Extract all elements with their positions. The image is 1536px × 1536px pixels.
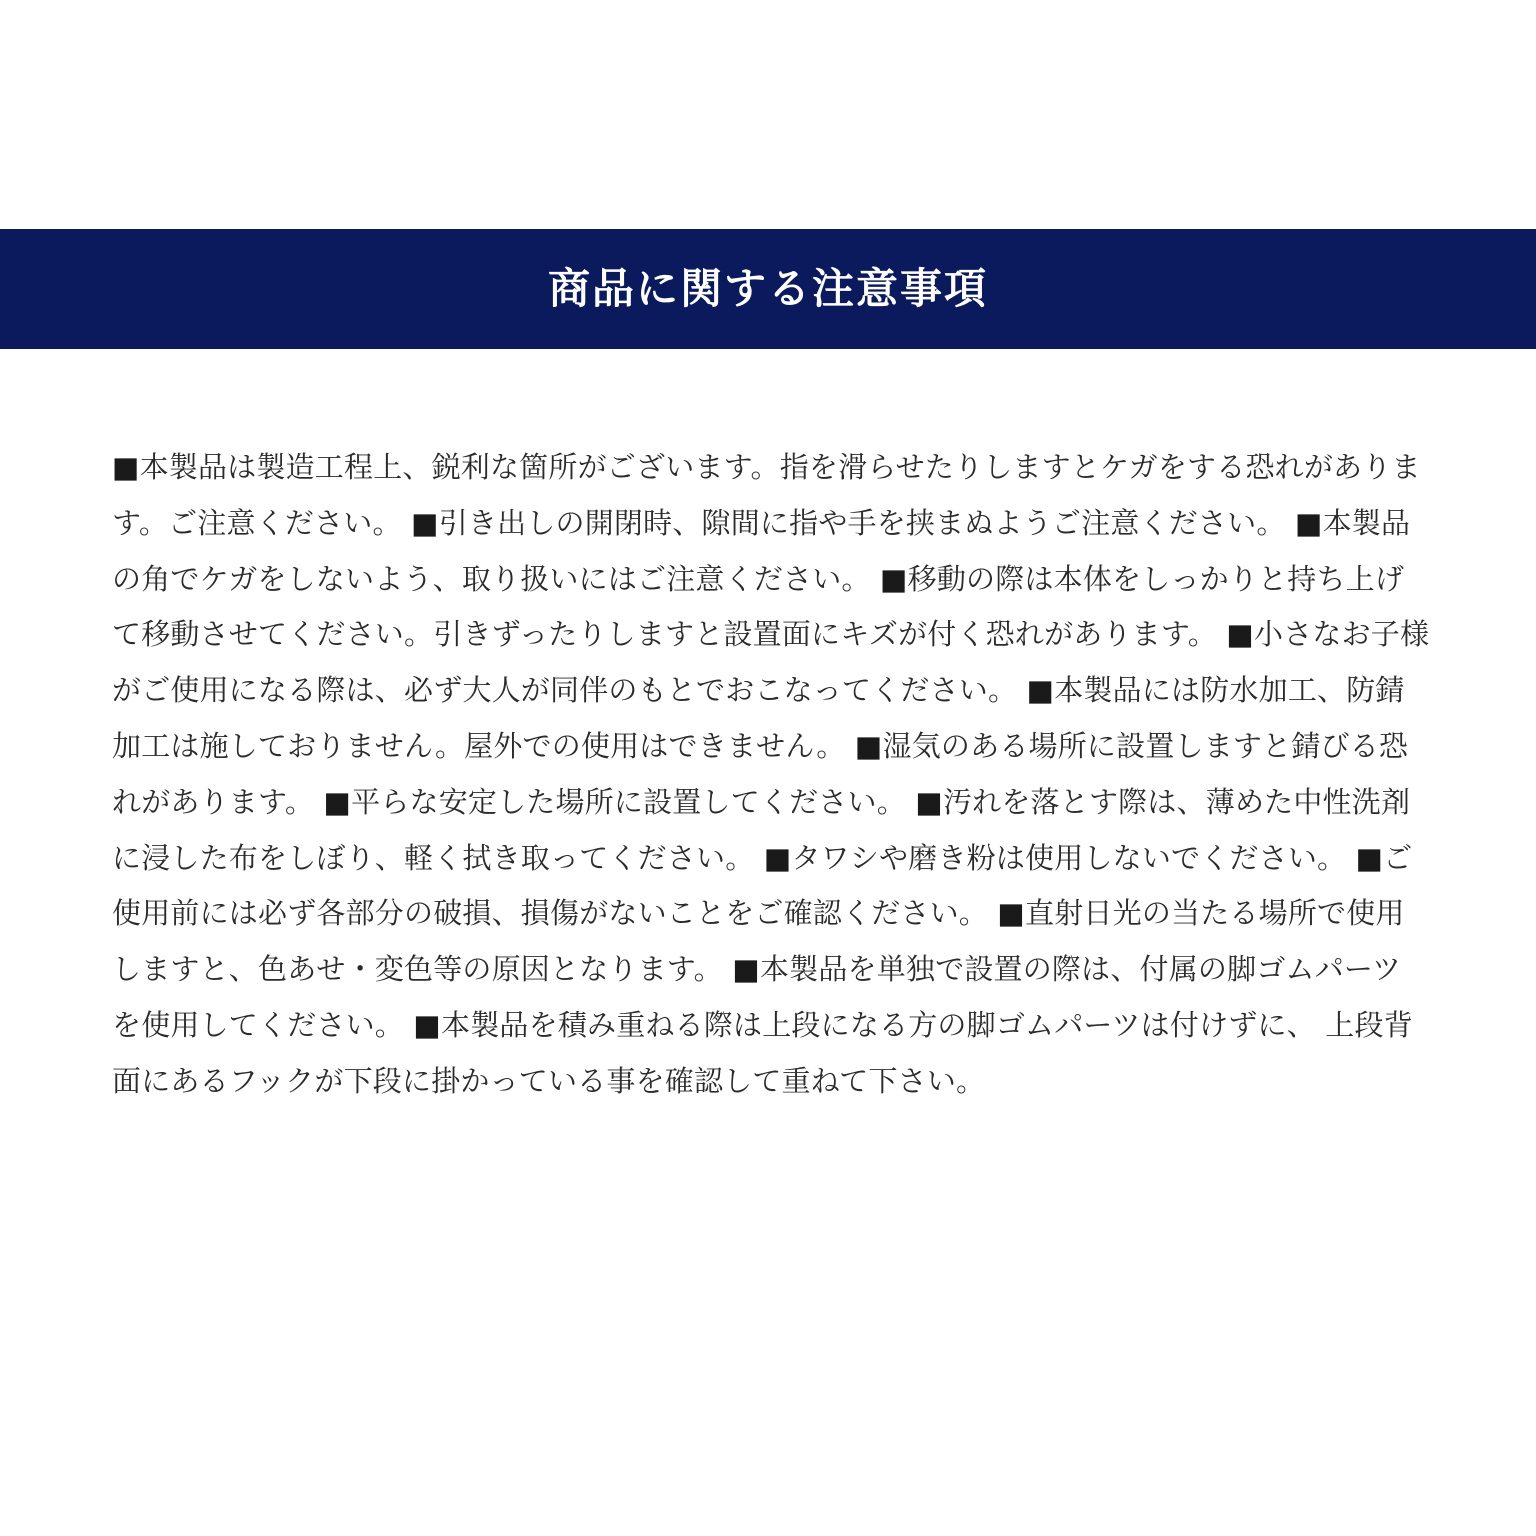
note-text: 小さなお子様がご使用になる際は、必ず大人が同伴のもとでおこなってください。	[112, 617, 1430, 708]
note-text: ご使用前には必ず各部分の破損、損傷がないことをご確認ください。	[112, 840, 1413, 931]
bullet-square-icon: ■	[413, 1007, 442, 1042]
bullet-square-icon: ■	[1226, 617, 1254, 652]
bullet-square-icon: ■	[323, 784, 352, 819]
page-title: 商品に関する注意事項	[547, 264, 988, 313]
bullet-square-icon: ■	[411, 505, 439, 540]
bullet-square-icon: ■	[1026, 673, 1055, 708]
bullet-square-icon: ■	[854, 728, 883, 763]
bullet-square-icon: ■	[880, 561, 908, 596]
note-text: 本製品を積み重ねる際は上段になる方の脚ゴムパーツは付けずに、 上段背面にあるフックが下段に掛かっている事を確認して重ねて下さい。	[112, 1007, 1413, 1098]
note-text: 湿気のある場所に設置しますと錆びる恐れがあります。	[112, 728, 1409, 819]
bullet-square-icon: ■	[1294, 505, 1323, 540]
header-band	[0, 229, 1536, 349]
bullet-square-icon: ■	[763, 840, 792, 875]
note-text: 汚れを落とす際は、薄めた中性洗剤に浸した布をしぼり、軽く拭き取ってください。	[112, 784, 1411, 875]
note-item	[324, 785, 916, 819]
caution-notes	[112, 440, 1430, 1110]
note-text: 直射日光の当たる場所で使用しますと、色あせ・変色等の原因となります。	[112, 896, 1405, 987]
note-text: 本製品は製造工程上、鋭利な箇所がございます。指を滑らせたりしますとケガをする恐れがあります。ご注意ください。	[112, 450, 1421, 540]
bullet-square-icon: ■	[112, 450, 140, 484]
bullet-square-icon: ■	[732, 952, 760, 987]
bullet-square-icon: ■	[915, 784, 943, 819]
note-item	[764, 841, 1356, 875]
note-item	[411, 506, 1295, 540]
bullet-square-icon: ■	[1355, 840, 1384, 875]
note-text: タワシや磨き粉は使用しないでください。	[791, 840, 1356, 875]
bullet-square-icon: ■	[997, 896, 1026, 931]
note-text: 本製品には防水加工、防錆加工は施しておりません。屋外での使用はできません。	[112, 673, 1405, 763]
note-text: 本製品の角でケガをしないよう、取り扱いにはご注意ください。	[112, 505, 1411, 596]
note-text: 本製品を単独で設置の際は、付属の脚ゴムパーツを使用してください。	[112, 952, 1402, 1042]
note-text: 引き出しの開閉時、隙間に指や手を挟まぬようご注意ください。	[438, 505, 1295, 540]
note-text: 移動の際は本体をしっかりと持ち上げて移動させてください。引きずったりしますと設置面にキズが付く恐れがあります。	[112, 561, 1405, 652]
note-text: 平らな安定した場所に設置してください。	[351, 784, 916, 819]
